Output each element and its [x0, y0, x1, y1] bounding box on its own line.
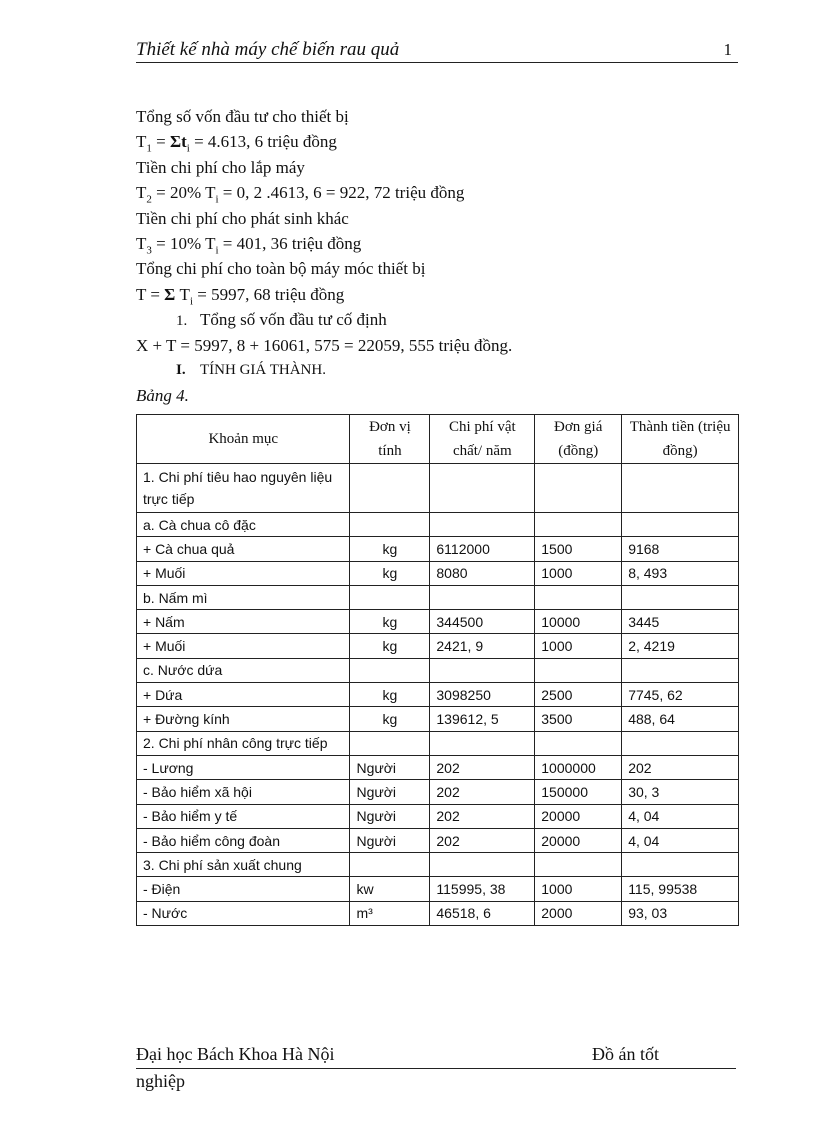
cell-value: 20000 [535, 804, 622, 828]
sum-symbol: Σ [164, 284, 176, 304]
cell-value: 6112000 [430, 537, 535, 561]
formula-part: T [136, 233, 147, 253]
cell-item: + Đường kính [137, 707, 350, 731]
table-row [137, 731, 739, 755]
formula-part: = 4.613, 6 triệu đồng [189, 132, 337, 152]
page-header [136, 38, 738, 63]
formula-part: = 401, 36 triệu đồng [218, 233, 362, 253]
cell-value: 10000 [535, 610, 622, 634]
formula-part: T [136, 132, 147, 152]
cell-value: 93, 03 [622, 901, 739, 925]
cell-unit [350, 513, 430, 537]
formula-part: = 0, 2 .4613, 6 = 922, 72 triệu đồng [218, 183, 465, 203]
column-header: Thành tiền (triệu đồng) [622, 415, 739, 464]
text-line: Tổng chi phí cho toàn bộ máy móc thiết bị [136, 259, 426, 279]
cell-item: c. Nước dứa [137, 658, 350, 682]
cell-unit: kg [350, 610, 430, 634]
cell-value [430, 731, 535, 755]
cell-value: 3445 [622, 610, 739, 634]
cell-unit: Người [350, 780, 430, 804]
formula-part: T [136, 183, 147, 203]
cell-item: a. Cà chua cô đặc [137, 513, 350, 537]
formula-part: T = [136, 284, 165, 304]
cell-item: + Muối [137, 634, 350, 658]
table-row [137, 853, 739, 877]
table-caption: Bảng 4. [136, 386, 189, 406]
cell-value: 4, 04 [622, 804, 739, 828]
formula-part: T [175, 284, 190, 304]
formula-subscript: 1 [146, 142, 152, 155]
table-row [137, 901, 739, 925]
cell-value: 139612, 5 [430, 707, 535, 731]
cell-item: - Bảo hiểm xã hội [137, 780, 350, 804]
table-row [137, 464, 739, 513]
cell-unit: kw [350, 877, 430, 901]
footer-line [136, 1044, 736, 1069]
cell-unit [350, 585, 430, 609]
cell-item: 1. Chi phí tiêu hao nguyên liệu trực tiếp [137, 464, 350, 513]
cell-value [430, 513, 535, 537]
heading-text: Tổng số vốn đầu tư cố định [200, 310, 387, 330]
cell-value: 7745, 62 [622, 683, 739, 707]
formula-t2 [136, 180, 756, 205]
cell-value: 202 [430, 804, 535, 828]
cell-value [430, 585, 535, 609]
cell-value: 30, 3 [622, 780, 739, 804]
heading-text: TÍNH GIÁ THÀNH. [200, 361, 326, 378]
cell-value: 3500 [535, 707, 622, 731]
cell-value [430, 853, 535, 877]
formula-subscript: i [215, 193, 219, 206]
cell-value [535, 731, 622, 755]
cell-value: 8080 [430, 561, 535, 585]
column-header: Chi phí vật chất/ năm [430, 415, 535, 464]
cell-value [622, 464, 739, 513]
text-line: Tiền chi phí cho lắp máy [136, 157, 305, 177]
cell-value: 4, 04 [622, 828, 739, 852]
cell-value [622, 658, 739, 682]
table-body [137, 464, 739, 926]
table-row [137, 658, 739, 682]
cell-value: 1500 [535, 537, 622, 561]
cell-unit [350, 464, 430, 513]
cell-unit: kg [350, 561, 430, 585]
formula-part: = 20% T [151, 183, 216, 203]
cell-value [430, 464, 535, 513]
cell-unit: kg [350, 683, 430, 707]
cell-value: 2421, 9 [430, 634, 535, 658]
cell-unit [350, 658, 430, 682]
cell-value: 1000000 [535, 755, 622, 779]
cell-value: 115, 99538 [622, 877, 739, 901]
cell-item: - Bảo hiểm công đoàn [137, 828, 350, 852]
cell-value: 1000 [535, 561, 622, 585]
cell-value [622, 513, 739, 537]
footer-project: Đồ án tốt [592, 1044, 659, 1064]
cell-item: - Bảo hiểm y tế [137, 804, 350, 828]
table-row [137, 561, 739, 585]
table-header-row [137, 415, 739, 464]
column-header: Đơn giá (đồng) [535, 415, 622, 464]
table-row [137, 755, 739, 779]
cell-item: 2. Chi phí nhân công trực tiếp [137, 731, 350, 755]
cell-item: + Nấm [137, 610, 350, 634]
cell-unit: Người [350, 755, 430, 779]
table-row [137, 634, 739, 658]
cell-unit: kg [350, 634, 430, 658]
cell-item: b. Nấm mì [137, 585, 350, 609]
text-line: X + T = 5997, 8 + 16061, 575 = 22059, 555 triệu đồng. [136, 335, 513, 355]
page-footer [136, 1044, 736, 1093]
cell-item: 3. Chi phí sản xuất chung [137, 853, 350, 877]
cell-value [430, 658, 535, 682]
cost-table [136, 414, 739, 926]
cell-item: - Điện [137, 877, 350, 901]
cell-value [535, 585, 622, 609]
footer-university: Đại học Bách Khoa Hà Nội [136, 1044, 335, 1064]
table-row [137, 707, 739, 731]
cell-value: 202 [430, 755, 535, 779]
formula-subscript: i [215, 244, 219, 257]
cell-value: 115995, 38 [430, 877, 535, 901]
formula-subscript: 3 [146, 244, 152, 257]
formula-subscript: i [186, 142, 190, 155]
cell-value [535, 513, 622, 537]
cell-value: 2, 4219 [622, 634, 739, 658]
cell-item: + Muối [137, 561, 350, 585]
text-line: Tổng số vốn đầu tư cho thiết bị [136, 107, 349, 126]
footer-wrap-text: nghiệp [136, 1071, 185, 1091]
formula-total [136, 282, 756, 307]
cell-value [622, 731, 739, 755]
table-row [137, 877, 739, 901]
formula-part: = 5997, 68 triệu đồng [193, 284, 345, 304]
cell-unit [350, 853, 430, 877]
cell-value: 344500 [430, 610, 535, 634]
cell-value: 20000 [535, 828, 622, 852]
cell-unit: kg [350, 707, 430, 731]
cell-item: - Nước [137, 901, 350, 925]
cell-unit [350, 731, 430, 755]
cell-value [535, 658, 622, 682]
section-heading [136, 358, 756, 383]
cell-unit: Người [350, 828, 430, 852]
header-title: Thiết kế nhà máy chế biến rau quả [136, 39, 400, 60]
cell-value: 150000 [535, 780, 622, 804]
cell-value [622, 853, 739, 877]
table-row [137, 585, 739, 609]
cell-value: 2500 [535, 683, 622, 707]
cell-value: 1000 [535, 634, 622, 658]
formula-subscript: i [189, 295, 193, 308]
cell-value: 202 [430, 828, 535, 852]
sum-symbol: Σt [169, 132, 187, 152]
cell-item: - Lương [137, 755, 350, 779]
formula-part: = 10% T [151, 233, 216, 253]
cell-value: 488, 64 [622, 707, 739, 731]
cell-value: 2000 [535, 901, 622, 925]
list-number: I. [176, 361, 186, 378]
cell-item: + Cà chua quả [137, 537, 350, 561]
cell-item: + Dứa [137, 683, 350, 707]
cell-unit: kg [350, 537, 430, 561]
text-line: Tiền chi phí cho phát sinh khác [136, 208, 349, 228]
formula-subscript: 2 [146, 193, 152, 206]
cell-value: 46518, 6 [430, 901, 535, 925]
cell-value [535, 853, 622, 877]
table-row [137, 804, 739, 828]
cell-value: 202 [622, 755, 739, 779]
list-number: 1. [176, 313, 188, 330]
numbered-heading [136, 307, 756, 332]
cell-value: 9168 [622, 537, 739, 561]
column-header: Đơn vị tính [350, 415, 430, 464]
table-row [137, 513, 739, 537]
table-row [137, 683, 739, 707]
body-text [136, 104, 756, 409]
formula-t1 [136, 129, 756, 154]
cell-unit: Người [350, 804, 430, 828]
cell-value [622, 585, 739, 609]
table-row [137, 780, 739, 804]
cell-value: 8, 493 [622, 561, 739, 585]
table-row [137, 610, 739, 634]
formula-t3 [136, 231, 756, 256]
cell-unit: m³ [350, 901, 430, 925]
cell-value: 202 [430, 780, 535, 804]
cell-value [535, 464, 622, 513]
page-number: 1 [723, 40, 732, 59]
cell-value: 1000 [535, 877, 622, 901]
column-header: Khoản mục [137, 415, 350, 464]
table-row [137, 537, 739, 561]
table-row [137, 828, 739, 852]
cell-value: 3098250 [430, 683, 535, 707]
formula-part: = [151, 132, 170, 152]
